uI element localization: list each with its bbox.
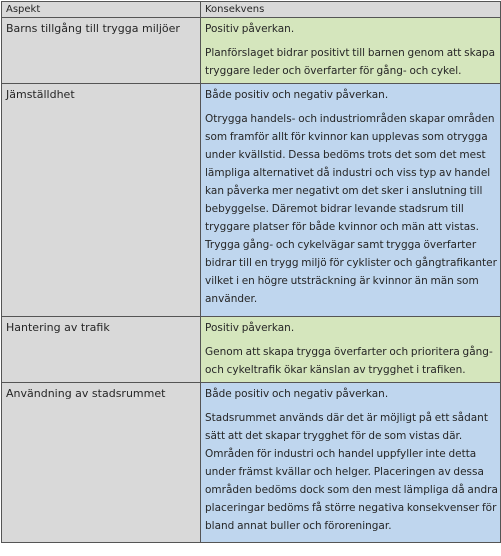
verdict-text: Både positiv och negativ påverkan. <box>205 388 389 400</box>
verdict-text: Positiv påverkan. <box>205 23 295 35</box>
aspect-cell: Hantering av trafik <box>2 317 201 383</box>
header-consequence: Konsekvens <box>201 2 501 18</box>
consequence-text: Planförslaget bidrar positivt till barnen genom att skapa tryggare leder och överfarter för gång- och cykel. <box>205 47 496 77</box>
consequence-text: Genom att skapa trygga överfarter och prioritera gång- och cykeltrafik ökar känslan av trygghet i trafiken. <box>205 346 493 376</box>
consequence-text: Otrygga handels- och industriområden skapar områden som framför allt för kvinnor kan upplevas som otrygga under kvällstid. Dessa bedöms trots det som det mest lämpliga alternativet då industri och viss typ av handel kan påverka mer negativt om det sker i anslutning till bebyggelse. Däremot bidrar levande stadsrum till tryggare platser för både kvinnor och män att vistas. Trygga gång- och cykelvägar samt trygga överfarter bidrar till en trygg miljö för cyklister och gångtrafikanter vilket i en högre utsträckning är kvinnor än män som använder. <box>205 113 497 305</box>
consequence-cell <box>201 383 501 543</box>
aspect-cell: Användning av stadsrummet <box>2 383 201 543</box>
verdict-text: Positiv påverkan. <box>205 322 295 334</box>
consequence-text: Stadsrummet används där det är möjligt på ett sådant sätt att det skapar trygghet för de som vistas där. Områden för industri och handel uppfyller inte detta under främst kvällar och helger. Placeringen av dessa områden bedöms dock som den mest lämpliga då andra placeringar bedöms få större negativa konsekvenser för bland annat buller och föroreningar. <box>205 412 498 532</box>
aspect-cell: Jämställdhet <box>2 84 201 317</box>
consequence-table <box>1 1 501 543</box>
consequence-cell <box>201 18 501 84</box>
table-row <box>2 84 501 317</box>
header-aspect: Aspekt <box>2 2 201 18</box>
consequence-cell <box>201 84 501 317</box>
consequence-cell <box>201 317 501 383</box>
table-row <box>2 18 501 84</box>
aspect-cell: Barns tillgång till trygga miljöer <box>2 18 201 84</box>
table-row <box>2 317 501 383</box>
verdict-text: Både positiv och negativ påverkan. <box>205 89 389 101</box>
table-row <box>2 383 501 543</box>
header-row <box>2 2 501 18</box>
